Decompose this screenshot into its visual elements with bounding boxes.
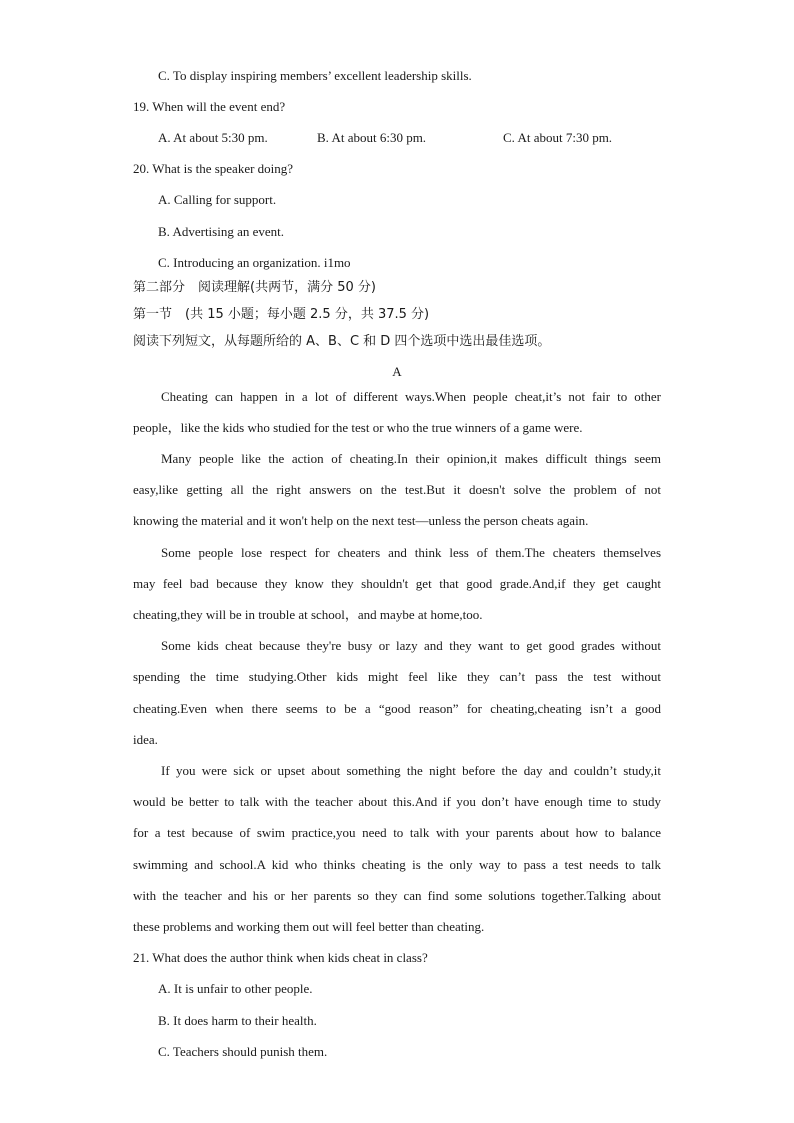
passage-p3-line-1: Some people lose respect for cheaters and think less of them.The cheaters themselves <box>161 545 661 560</box>
question-19-options <box>0 130 794 146</box>
passage-p1-line-1: Cheating can happen in a lot of different ways.When people cheat,it’s not fair to other <box>161 389 661 404</box>
question-21-option-b: B. It does harm to their health. <box>158 1013 317 1028</box>
prev-question-option-c: C. To display inspiring members’ excellent leadership skills. <box>158 68 472 83</box>
passage-label: A <box>392 364 402 379</box>
passage-p2-line-3: knowing the material and it won't help on the next test—unless the person cheats again. <box>133 513 589 528</box>
passage-p3-line-3: cheating,they will be in trouble at school，and maybe at home,too. <box>133 607 483 622</box>
question-21-option-a: A. It is unfair to other people. <box>158 981 313 996</box>
passage-p5-line-5: with the teacher and his or her parents so they can find some solutions together.Talking about <box>133 888 661 903</box>
question-19-option-a: A. At about 5:30 pm. <box>158 130 268 145</box>
passage-p4-line-2: spending the time studying.Other kids might feel like they can’t pass the test without <box>133 669 661 684</box>
question-21-stem: 21. What does the author think when kids cheat in class? <box>133 950 428 965</box>
passage-p4-line-3: cheating.Even when there seems to be a “good reason” for cheating,cheating isn’t a good <box>133 701 661 716</box>
part-two-heading: 第二部分 阅读理解(共两节，满分 50 分) <box>133 280 376 295</box>
passage-p5-line-6: these problems and working them out will feel better than cheating. <box>133 919 485 934</box>
passage-p5-line-1: If you were sick or upset about something the night before the day and couldn’t study,it <box>161 763 661 778</box>
question-20-option-c: C. Introducing an organization. i1mo <box>158 255 351 270</box>
question-19-option-b: B. At about 6:30 pm. <box>317 130 427 145</box>
passage-p3-line-2: may feel bad because they know they shouldn't get that good grade.And,if they get caught <box>133 576 661 591</box>
passage-p4-line-4: idea. <box>133 732 158 747</box>
question-20-option-b: B. Advertising an event. <box>158 224 285 239</box>
question-20-option-a: A. Calling for support. <box>158 192 277 207</box>
passage-p5-line-4: swimming and school.A kid who thinks cheating is the only way to pass a test needs to talk <box>133 857 661 872</box>
passage-p2-line-1: Many people like the action of cheating.In their opinion,it makes difficult things seem <box>161 451 661 466</box>
passage-p4-line-1: Some kids cheat because they're busy or lazy and they want to get good grades without <box>161 638 661 653</box>
question-20-stem: 20. What is the speaker doing? <box>133 161 294 176</box>
question-19-option-c: C. At about 7:30 pm. <box>503 130 613 145</box>
passage-p2-line-2: easy,like getting all the right answers on the test.But it doesn't solve the problem of not <box>133 482 661 497</box>
question-19-stem: 19. When will the event end? <box>133 99 286 114</box>
passage-p1-line-2: people，like the kids who studied for the test or who the true winners of a game were. <box>133 420 583 435</box>
reading-instruction: 阅读下列短文，从每题所给的 A、B、C 和 D 四个选项中选出最佳选项。 <box>133 334 551 349</box>
section-one-heading: 第一节 (共 15 小题；每小题 2.5 分，共 37.5 分) <box>133 307 430 322</box>
question-21-option-c: C. Teachers should punish them. <box>158 1044 328 1059</box>
passage-p5-line-3: for a test because of swim practice,you need to talk with your parents about how to balance <box>133 825 661 840</box>
passage-p5-line-2: would be better to talk with the teacher about this.And if you don’t have enough time to study <box>133 794 661 809</box>
